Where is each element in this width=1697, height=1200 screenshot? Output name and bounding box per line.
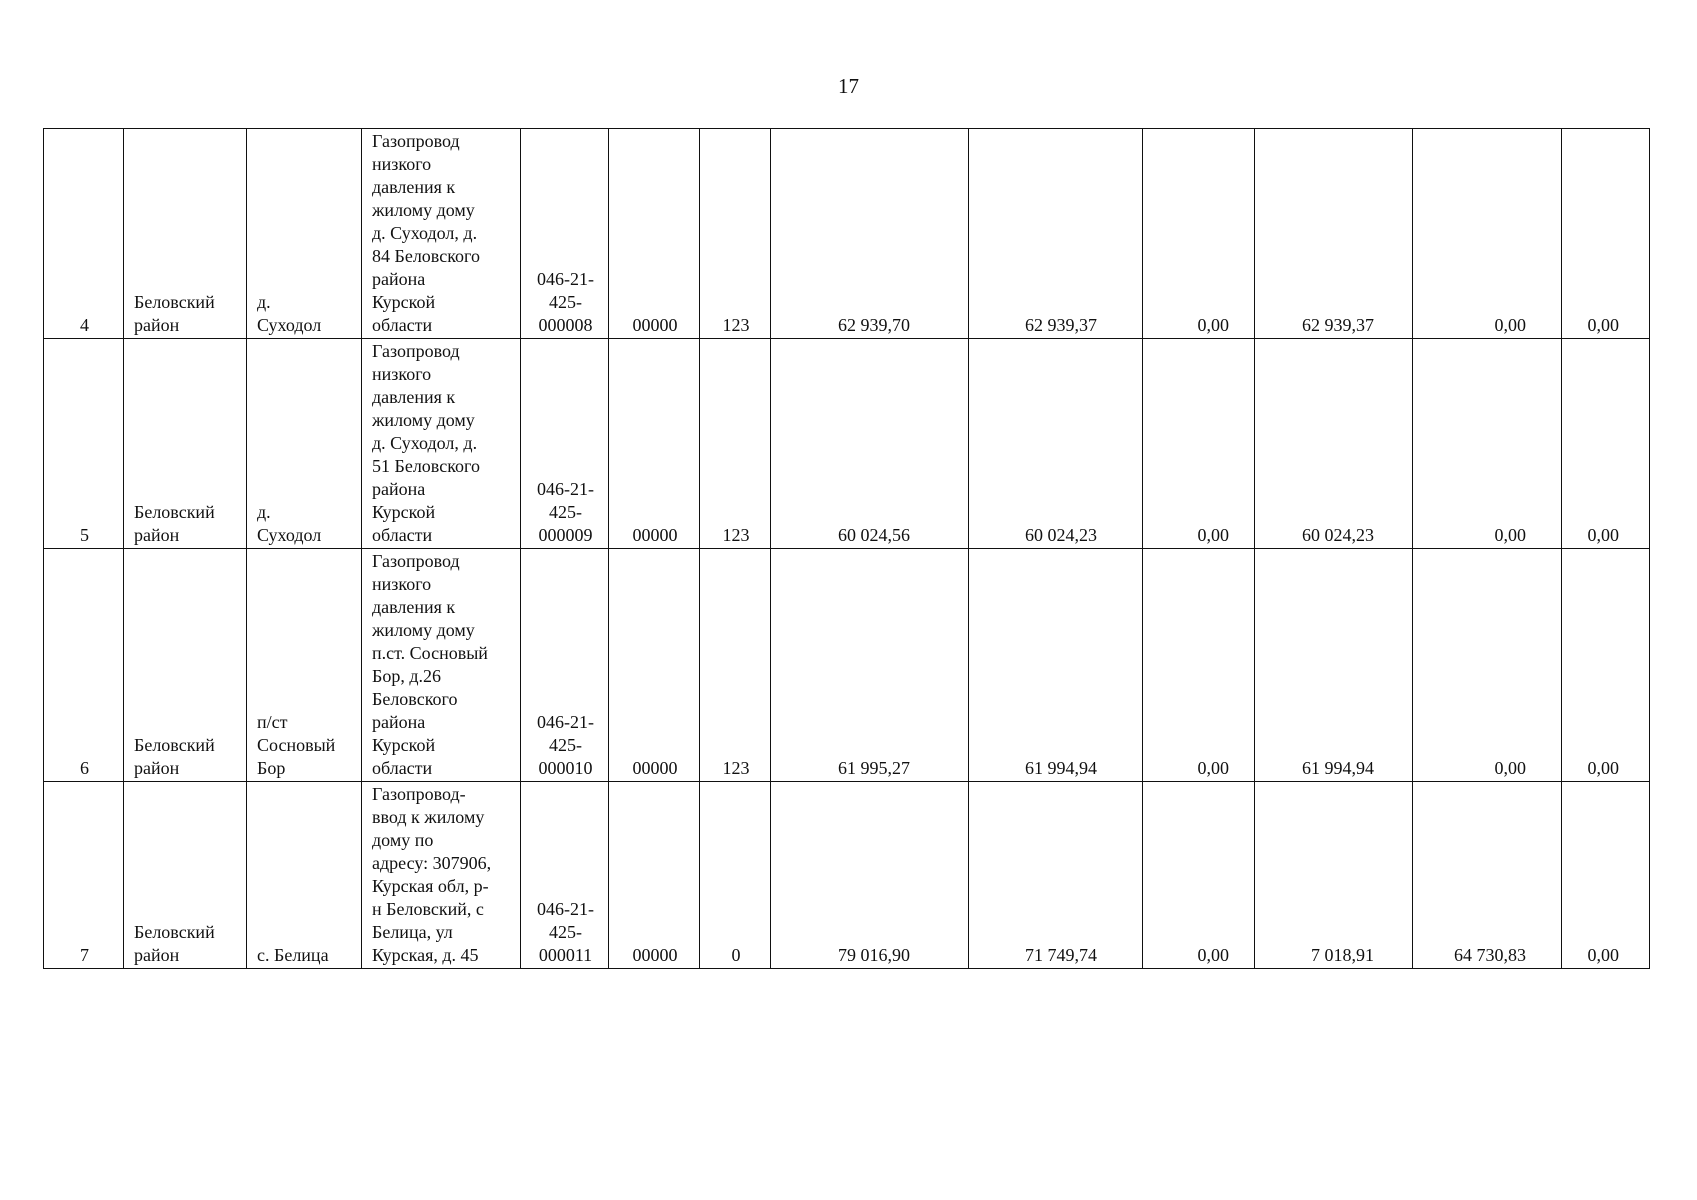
settlement-cell: с. Белица <box>247 782 362 969</box>
table-row <box>44 782 1650 969</box>
value-cell-3: 0,00 <box>1143 339 1255 549</box>
value-cell-4: 60 024,23 <box>1255 339 1413 549</box>
district-cell: Беловский район <box>124 549 247 782</box>
page-number: 17 <box>838 74 859 98</box>
value-cell-5: 0,00 <box>1413 549 1562 782</box>
object-name-cell: Газопровод низкого давления к жилому дому д. Суходол, д. 84 Беловского района Курской области <box>362 129 521 339</box>
value-cell-2: 62 939,37 <box>969 129 1143 339</box>
value-cell-5: 0,00 <box>1413 129 1562 339</box>
value-cell-1: 61 995,27 <box>771 549 969 782</box>
value-cell-2: 60 024,23 <box>969 339 1143 549</box>
value-cell-4: 62 939,37 <box>1255 129 1413 339</box>
settlement-cell: д. Суходол <box>247 129 362 339</box>
row-number-cell: 7 <box>44 782 124 969</box>
value-cell-4: 61 994,94 <box>1255 549 1413 782</box>
object-name-cell: Газопровод низкого давления к жилому дому п.ст. Сосновый Бор, д.26 Беловского района Курской области <box>362 549 521 782</box>
value-cell-3: 0,00 <box>1143 549 1255 782</box>
row-number-cell: 6 <box>44 549 124 782</box>
object-code-cell: 046-21- 425- 000011 <box>521 782 609 969</box>
value-cell-2: 61 994,94 <box>969 549 1143 782</box>
district-cell: Беловский район <box>124 782 247 969</box>
value-cell-6: 0,00 <box>1562 549 1650 782</box>
value-cell-1: 79 016,90 <box>771 782 969 969</box>
table-row <box>44 129 1650 339</box>
value-cell-6: 0,00 <box>1562 129 1650 339</box>
value-cell-1: 62 939,70 <box>771 129 969 339</box>
data-table <box>43 128 1650 969</box>
settlement-cell: д. Суходол <box>247 339 362 549</box>
sub-code-cell: 00000 <box>609 129 700 339</box>
value-cell-5: 0,00 <box>1413 339 1562 549</box>
value-cell-5: 64 730,83 <box>1413 782 1562 969</box>
district-cell: Беловский район <box>124 339 247 549</box>
row-number-cell: 5 <box>44 339 124 549</box>
object-name-cell: Газопровод- ввод к жилому дому по адресу: 307906, Курская обл, р- н Беловский, с Белица, ул Курская, д. 45 <box>362 782 521 969</box>
value-cell-3: 0,00 <box>1143 782 1255 969</box>
kosgu-cell: 0 <box>700 782 771 969</box>
sub-code-cell: 00000 <box>609 549 700 782</box>
value-cell-3: 0,00 <box>1143 129 1255 339</box>
table-row <box>44 339 1650 549</box>
value-cell-2: 71 749,74 <box>969 782 1143 969</box>
object-name-cell: Газопровод низкого давления к жилому дому д. Суходол, д. 51 Беловского района Курской области <box>362 339 521 549</box>
value-cell-6: 0,00 <box>1562 782 1650 969</box>
table-row <box>44 549 1650 782</box>
value-cell-6: 0,00 <box>1562 339 1650 549</box>
value-cell-4: 7 018,91 <box>1255 782 1413 969</box>
kosgu-cell: 123 <box>700 129 771 339</box>
kosgu-cell: 123 <box>700 549 771 782</box>
value-cell-1: 60 024,56 <box>771 339 969 549</box>
kosgu-cell: 123 <box>700 339 771 549</box>
sub-code-cell: 00000 <box>609 339 700 549</box>
row-number-cell: 4 <box>44 129 124 339</box>
object-code-cell: 046-21- 425- 000008 <box>521 129 609 339</box>
district-cell: Беловский район <box>124 129 247 339</box>
object-code-cell: 046-21- 425- 000009 <box>521 339 609 549</box>
sub-code-cell: 00000 <box>609 782 700 969</box>
object-code-cell: 046-21- 425- 000010 <box>521 549 609 782</box>
settlement-cell: п/ст Сосновый Бор <box>247 549 362 782</box>
